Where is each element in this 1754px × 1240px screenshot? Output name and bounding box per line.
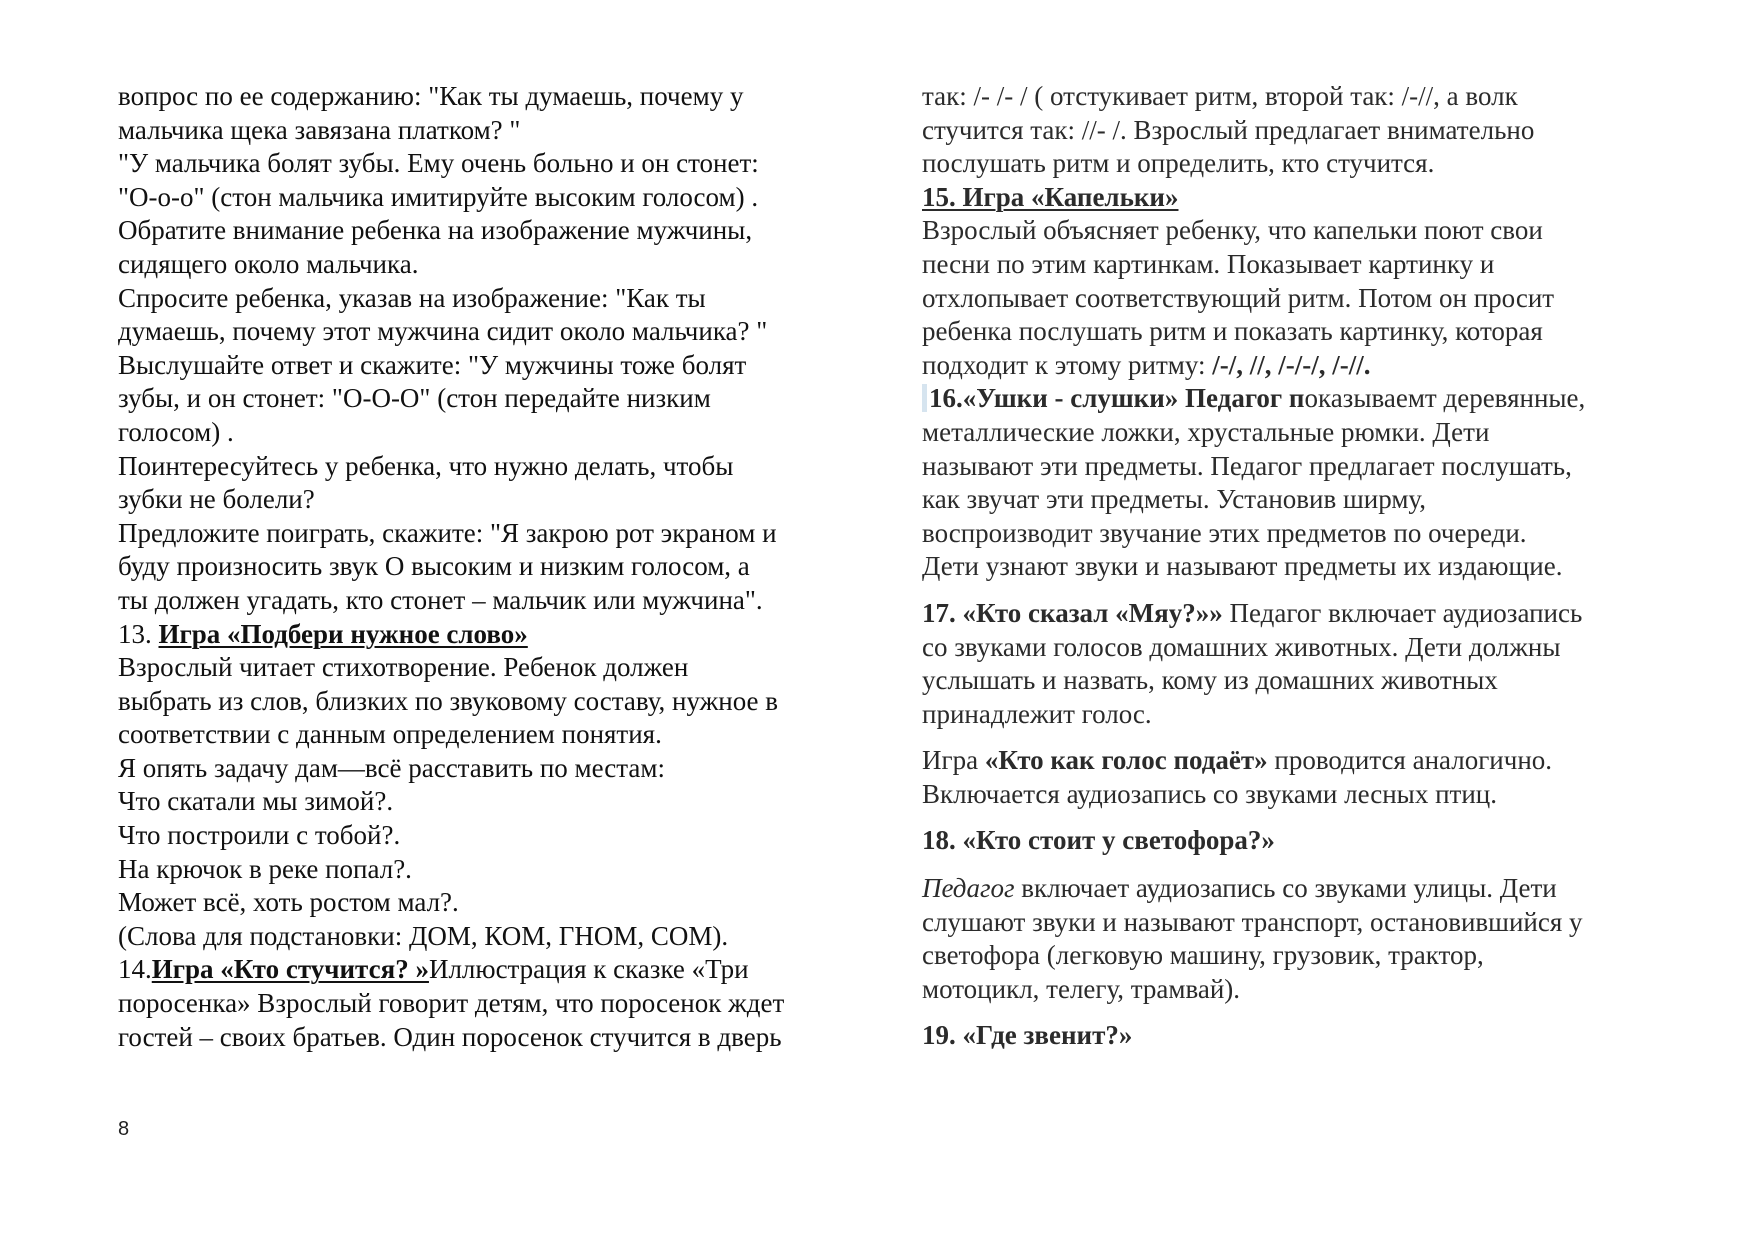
rhythm-pattern: /-/, //, /-/-/, /-//. <box>1212 349 1371 380</box>
heading-title: Игра «Кто стучится? » <box>151 954 429 985</box>
heading-game-18: 18. «Кто стоит у светофора?» <box>922 825 1275 856</box>
text-line: поросенка» Взрослый говорит детям, что поросенок ждет <box>118 988 785 1019</box>
text-line: Дети узнают звуки и называют предметы их издающие. <box>922 551 1563 582</box>
text-line: вопрос по ее содержанию: "Как ты думаешь, почему у <box>118 81 744 111</box>
text-line: металлические ложки, хрустальные рюмки. Дети <box>922 416 1490 447</box>
text-plain: подходит к этому ритму: <box>922 349 1213 380</box>
paragraph-gap <box>922 731 1662 744</box>
poem-line: Может всё, хоть ростом мал?. <box>118 887 459 918</box>
text-line: со звуками голосов домашних животных. Дети должны <box>922 631 1561 662</box>
heading-rest: Иллюстрация к сказке «Три <box>428 954 749 985</box>
text-line: отхлопывает соответствующий ритм. Потом он просит <box>922 282 1555 313</box>
text-line: Обратите внимание ребенка на изображение мужчины, <box>118 215 753 246</box>
text-line: Предложите поиграть, скажите: "Я закрою рот экраном и <box>118 517 777 548</box>
text-line: голосом) . <box>118 416 234 447</box>
text-line: ты должен угадать, кто стонет – мальчик или мужчина". <box>118 584 763 615</box>
text-plain: проводится аналогично. <box>1267 745 1553 776</box>
text-line: светофора (легковую машину, грузовик, трактор, <box>922 940 1484 971</box>
heading-game-14 <box>118 953 858 987</box>
substitution-words: (Слова для подстановки: ДОМ, КОМ, ГНОМ, СОМ). <box>118 920 729 951</box>
heading-number: 13. <box>118 618 159 649</box>
text-line: мальчика щека завязана платком? " <box>118 114 521 145</box>
heading-number: 14. <box>118 954 152 985</box>
text-plain: включает аудиозапись со звуками улицы. Дети <box>1014 873 1557 904</box>
text-line: Поинтересуйтесь у ребенка, что нужно делать, чтобы <box>118 450 734 481</box>
text-line: Выслушайте ответ и скажите: "У мужчины тоже болят <box>118 349 747 380</box>
text-line: так: /- /- / ( отстукивает ритм, второй так: /-//, а волк <box>922 81 1518 111</box>
heading-game-15: 15. Игра «Капельки» <box>922 181 1179 212</box>
poem-line: Что построили с тобой?. <box>118 820 401 851</box>
text-line <box>922 349 1662 383</box>
paragraph-gap <box>922 858 1662 872</box>
heading-game-19: 19. «Где звенит?» <box>922 1020 1133 1051</box>
text-line: песни по этим картинкам. Показывает картинку и <box>922 248 1495 279</box>
text-line: буду произносить звук О высоким и низким голосом, а <box>118 551 750 582</box>
text-line: принадлежит голос. <box>922 698 1152 729</box>
text-line: Взрослый читает стихотворение. Ребенок должен <box>118 652 689 683</box>
text-line: называют эти предметы. Педагог предлагает послушать, <box>922 450 1572 481</box>
text-line: гостей – своих братьев. Один поросенок стучится в дверь <box>118 1021 782 1052</box>
heading-game-17 <box>922 597 1662 631</box>
text-line: "У мальчика болят зубы. Ему очень больно и он стонет: <box>118 148 759 179</box>
heading-title: Игра «Подбери нужное слово» <box>158 618 528 649</box>
paragraph-gap <box>922 1006 1662 1019</box>
game-name: «Кто как голос подаёт» <box>984 745 1268 776</box>
text-line <box>922 872 1662 906</box>
text-line: воспроизводит звучание этих предметов по очереди. <box>922 517 1527 548</box>
text-line: как звучат эти предметы. Установив ширму, <box>922 484 1426 515</box>
heading-rest: Педагог включает аудиозапись <box>1222 597 1583 628</box>
poem-line: Я опять задачу дам—всё расставить по местам: <box>118 752 665 783</box>
text-plain: Игра <box>922 745 985 776</box>
heading-game-13 <box>118 618 858 652</box>
text-line: мотоцикл, телегу, трамвай). <box>922 973 1241 1004</box>
right-column <box>922 80 1662 1053</box>
text-line: Взрослый объясняет ребенку, что капельки поют свои <box>922 215 1543 246</box>
text-line: думаешь, почему этот мужчина сидит около мальчика? " <box>118 316 768 347</box>
text-line: Спросите ребенка, указав на изображение: "Как ты <box>118 282 706 313</box>
text-cursor <box>922 384 927 412</box>
text-line: услышать и назвать, кому из домашних животных <box>922 665 1498 696</box>
text-line: зубки не болели? <box>118 484 315 515</box>
paragraph-gap <box>922 584 1662 597</box>
text-line: стучится так: //- /. Взрослый предлагает внимательно <box>922 114 1535 145</box>
text-line: слушают звуки и называют транспорт, остановившийся у <box>922 906 1583 937</box>
text-line: Включается аудиозапись со звуками лесных птиц. <box>922 778 1497 809</box>
text-italic: Педагог <box>922 873 1015 904</box>
text-line: сидящего около мальчика. <box>118 248 419 279</box>
heading-title: 16.«Ушки - слушки» Педагог п <box>929 383 1305 414</box>
text-line: послушать ритм и определить, кто стучится. <box>922 148 1435 179</box>
text-line: зубы, и он стонет: "О-О-О" (стон передайте низким <box>118 383 711 414</box>
poem-line: Что скатали мы зимой?. <box>118 786 394 817</box>
heading-game-16 <box>922 382 1662 416</box>
poem-line: На крючок в реке попал?. <box>118 853 412 884</box>
page-number: 8 <box>118 1118 130 1140</box>
text-line: соответствии с данным определением понятия. <box>118 719 662 750</box>
text-line: ребенка послушать ритм и показать картинку, которая <box>922 316 1543 347</box>
heading-title: 17. «Кто сказал «Мяу?»» <box>922 597 1223 628</box>
text-line: выбрать из слов, близких по звуковому составу, нужное в <box>118 685 779 716</box>
heading-rest: оказываемт деревянные, <box>1304 383 1586 414</box>
text-line: "О-о-о" (стон мальчика имитируйте высоким голосом) . <box>118 181 759 212</box>
paragraph-gap <box>922 811 1662 824</box>
left-column <box>118 80 858 1054</box>
text-line <box>922 744 1662 778</box>
